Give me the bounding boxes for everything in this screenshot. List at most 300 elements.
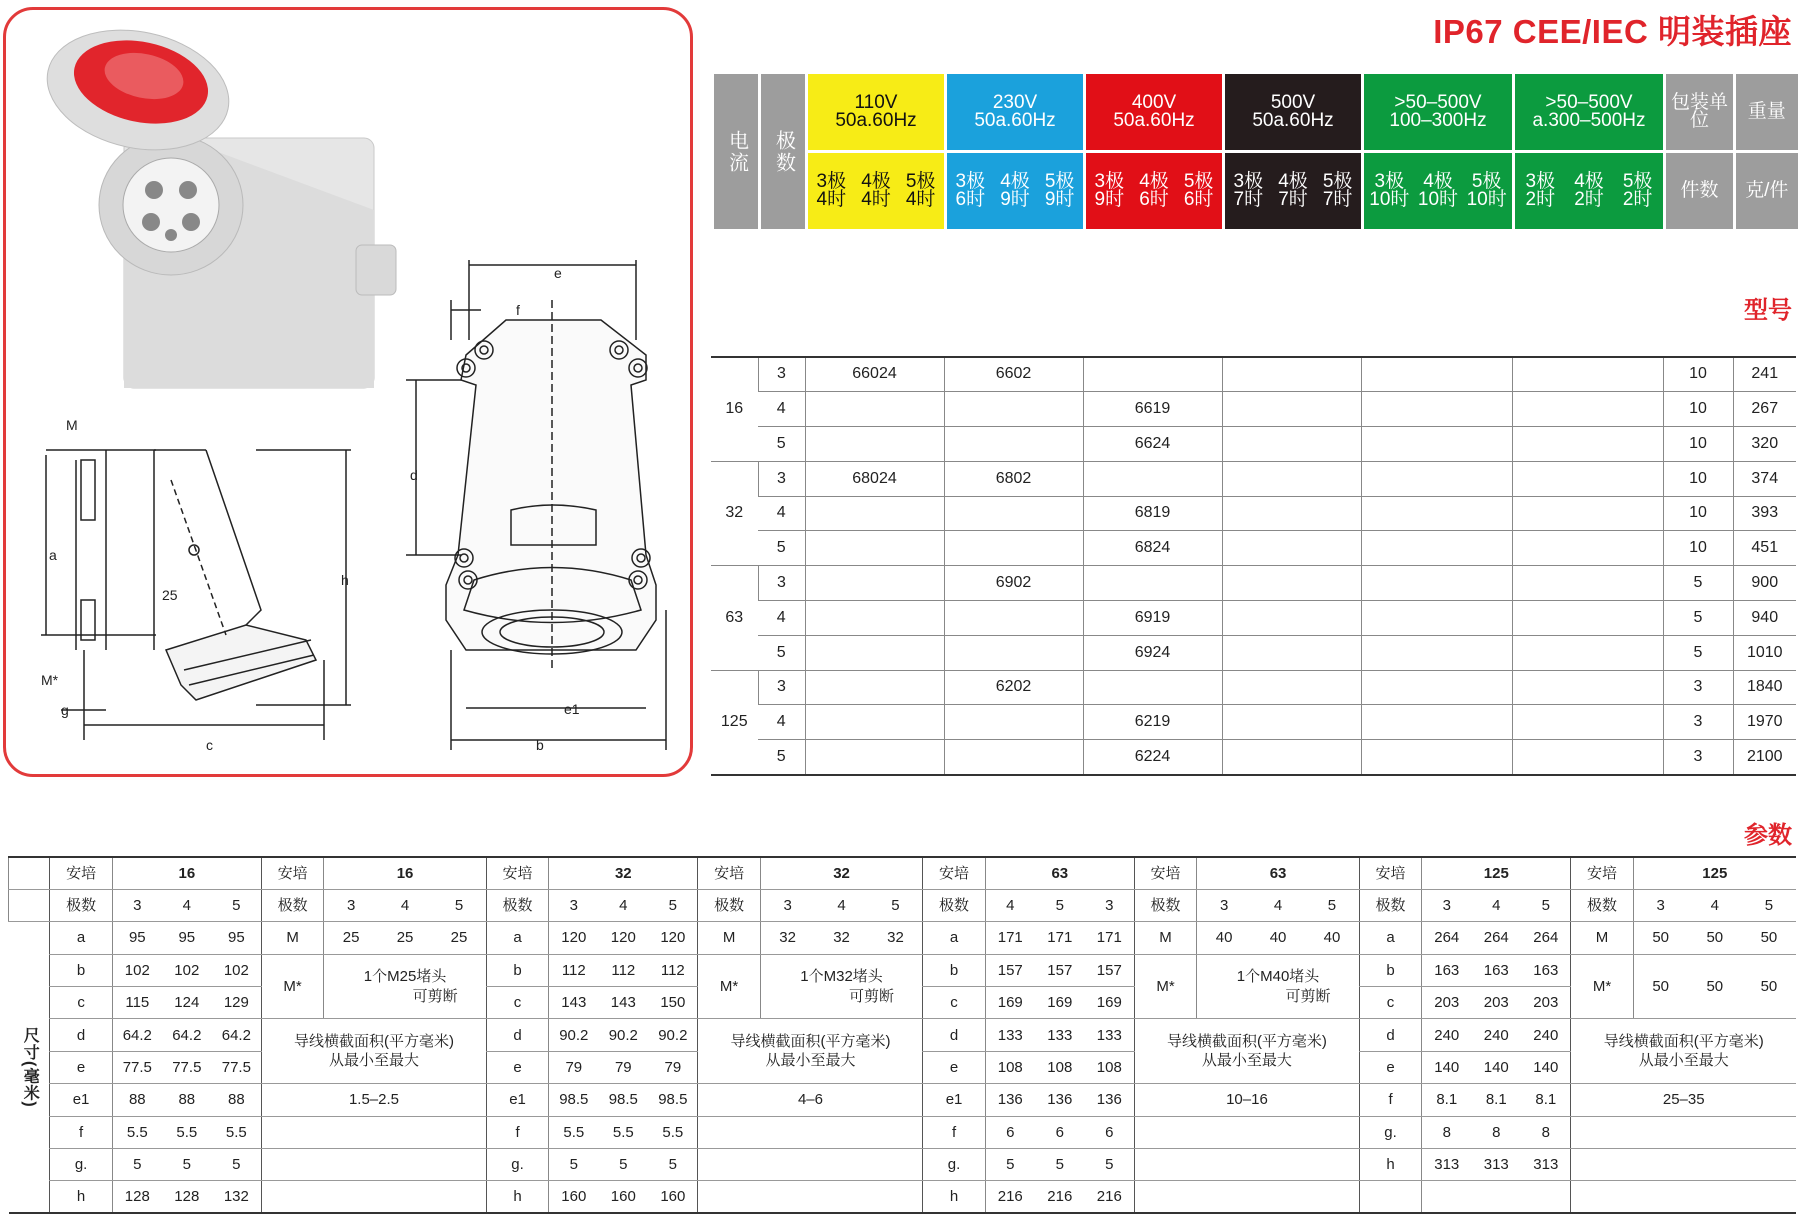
param-dim-value: 95 [112, 922, 162, 954]
model-500v [1222, 635, 1361, 670]
param-cut-note: 可剪断 [412, 987, 458, 1005]
model-300-500hz [1512, 670, 1663, 705]
param-dim-label: e [50, 1051, 112, 1083]
param-screw-note: 1个M40堵头 [1236, 968, 1320, 986]
model-400v [1083, 566, 1222, 601]
voltage-300-500hz: >50–500V a.300–500Hz [1514, 74, 1665, 151]
model-row [711, 531, 1796, 566]
param-poles-label: 极数 [486, 889, 548, 921]
param-M-label: M [1134, 922, 1196, 954]
param-dim-label: e1 [50, 1084, 112, 1116]
param-cell [1359, 1181, 1421, 1213]
param-dim-value: 171 [985, 922, 1035, 954]
dim-label-M: M [66, 417, 78, 433]
param-dim-value: 79 [598, 1051, 648, 1083]
param-cell [1134, 1181, 1359, 1213]
param-M-value: 32 [779, 929, 796, 947]
pole-code: 4极 4时 [861, 170, 891, 210]
model-table [711, 356, 1796, 776]
param-cell [698, 1149, 923, 1181]
socket-photo [36, 14, 396, 388]
model-300-500hz [1512, 531, 1663, 566]
pole-code: 4极 7时 [1278, 170, 1308, 210]
header-current: 电流 [713, 74, 760, 229]
param-dim-value: 79 [549, 1051, 599, 1083]
param-dim-value: 169 [1035, 987, 1085, 1019]
param-pole: 4 [1471, 889, 1521, 921]
model-400v: 6819 [1083, 496, 1222, 531]
model-100-300hz [1361, 566, 1512, 601]
param-dim-value: 64.2 [112, 1019, 162, 1051]
param-dim-value: 128 [112, 1181, 162, 1213]
param-row [9, 1084, 1797, 1116]
param-dim-value: 163 [1422, 954, 1472, 986]
pole-code: 5极 6时 [1183, 170, 1214, 210]
model-500v [1222, 531, 1361, 566]
param-M-value: 32 [887, 929, 904, 947]
param-side-label: 尺寸(毫米) [9, 922, 50, 1214]
model-110v [805, 635, 944, 670]
param-amp-label: 安培 [486, 857, 548, 889]
model-current: 63 [711, 566, 758, 670]
param-Mstar-note [1633, 954, 1796, 1019]
model-100-300hz [1361, 392, 1512, 427]
model-row [711, 670, 1796, 705]
param-poles-label: 极数 [698, 889, 760, 921]
model-row [711, 427, 1796, 462]
param-wire-subtitle: 从最小至最大 [765, 1052, 856, 1070]
param-pole: 4 [598, 889, 648, 921]
voltage-500: 500V 50a.60Hz [1224, 74, 1363, 151]
param-cell [1571, 1116, 1796, 1148]
dim-label-e1: e1 [564, 701, 580, 717]
param-dim-value: 115 [112, 987, 162, 1019]
param-row [9, 922, 1797, 954]
model-poles: 4 [758, 392, 805, 427]
model-current: 32 [711, 461, 758, 565]
param-pole: 5 [648, 889, 698, 921]
model-110v [805, 601, 944, 636]
model-weight: 451 [1733, 531, 1796, 566]
model-100-300hz [1361, 635, 1512, 670]
param-cell [9, 889, 50, 921]
model-110v [805, 531, 944, 566]
param-wire-note [1571, 1019, 1796, 1084]
param-poles-label: 极数 [1359, 889, 1421, 921]
param-pole: 3 [549, 889, 599, 921]
header-package: 包装单位 [1665, 74, 1735, 151]
param-pole: 3 [1422, 889, 1472, 921]
param-dim-value: 313 [1521, 1149, 1571, 1181]
param-dim-value: 88 [212, 1084, 262, 1116]
param-dim-value: 124 [162, 987, 212, 1019]
model-100-300hz [1361, 357, 1512, 392]
param-pole: 4 [162, 889, 212, 921]
param-dim-value: 6 [1035, 1116, 1085, 1148]
param-pole: 5 [1035, 889, 1085, 921]
param-dim-value: 313 [1471, 1149, 1521, 1181]
param-wire-title: 导线横截面积(平方毫米) [1603, 1032, 1764, 1050]
model-package: 10 [1663, 357, 1733, 392]
param-cut-note: 可剪断 [1285, 987, 1331, 1005]
model-poles: 3 [758, 357, 805, 392]
model-row [711, 635, 1796, 670]
param-poles-label: 极数 [261, 889, 323, 921]
param-dim-label: d [1359, 1019, 1421, 1051]
model-300-500hz [1512, 566, 1663, 601]
param-amp-value: 16 [112, 857, 261, 889]
param-cell [261, 1116, 486, 1148]
param-dim-label: c [486, 987, 548, 1019]
param-dim-value: 169 [985, 987, 1035, 1019]
param-dim-value: 203 [1521, 987, 1571, 1019]
param-amp-value: 63 [985, 857, 1134, 889]
param-dim-label: d [486, 1019, 548, 1051]
param-cell [261, 1181, 486, 1213]
param-dim-value: 6 [985, 1116, 1035, 1148]
param-dim-value: 77.5 [112, 1051, 162, 1083]
param-screw-note: 1个M25堵头 [363, 968, 447, 986]
model-110v [805, 670, 944, 705]
param-dim-value: 77.5 [212, 1051, 262, 1083]
model-110v [805, 740, 944, 775]
param-amp-label: 安培 [1359, 857, 1421, 889]
voltage-110: 110V 50a.60Hz [807, 74, 946, 151]
param-dim-value: 108 [985, 1051, 1035, 1083]
param-dim-label: g. [923, 1149, 985, 1181]
param-dim-value: 102 [112, 954, 162, 986]
param-dim-label: b [486, 954, 548, 986]
param-M-value: 40 [1215, 929, 1233, 947]
pole-code: 3极 2时 [1525, 170, 1556, 210]
param-dim-value: 5 [985, 1149, 1035, 1181]
param-dim-value: 157 [1085, 954, 1135, 986]
param-amp-value: 125 [1422, 857, 1571, 889]
model-weight: 1010 [1733, 635, 1796, 670]
model-current: 125 [711, 670, 758, 774]
param-dim-label: e [923, 1051, 985, 1083]
param-dim-label: f [1359, 1084, 1421, 1116]
param-dim-label: b [1359, 954, 1421, 986]
model-package: 3 [1663, 740, 1733, 775]
param-dim-value: 112 [549, 954, 599, 986]
param-dim-value: 136 [1085, 1084, 1135, 1116]
model-500v [1222, 740, 1361, 775]
model-row [711, 461, 1796, 496]
model-300-500hz [1512, 427, 1663, 462]
param-Mstar-value: 50 [1760, 977, 1778, 995]
param-dim-value: 160 [660, 1188, 686, 1206]
model-weight: 374 [1733, 461, 1796, 496]
front-view-drawing [406, 260, 666, 750]
model-500v [1222, 392, 1361, 427]
model-100-300hz [1361, 601, 1512, 636]
param-dim-value: 264 [1521, 922, 1571, 954]
param-dim-label: g. [50, 1149, 112, 1181]
param-cut-note: 可剪断 [849, 987, 895, 1005]
pole-code: 3极 7时 [1233, 170, 1264, 210]
param-Mstar-note [760, 954, 923, 1019]
model-poles: 3 [758, 670, 805, 705]
param-dim-label: g. [486, 1149, 548, 1181]
param-dim-value: 5.5 [162, 1116, 212, 1148]
model-230v: 6902 [944, 566, 1083, 601]
param-M-label: M [261, 922, 323, 954]
param-dim-value: 120 [598, 922, 648, 954]
model-package: 3 [1663, 670, 1733, 705]
param-pole: 3 [346, 896, 356, 914]
param-dim-value: 79 [648, 1051, 698, 1083]
model-230v [944, 740, 1083, 775]
pole-code: 5极 4时 [905, 170, 936, 210]
param-pole: 5 [1521, 889, 1571, 921]
param-dim-value: 77.5 [162, 1051, 212, 1083]
param-dim-label: f [923, 1116, 985, 1148]
param-M-value: 40 [1269, 929, 1287, 947]
param-cell [261, 1149, 486, 1181]
param-pole: 5 [1764, 896, 1774, 914]
param-pole: 3 [1656, 896, 1665, 914]
model-weight: 940 [1733, 601, 1796, 636]
model-110v [805, 496, 944, 531]
param-dim-value: 120 [549, 922, 599, 954]
param-dim-value: 108 [1035, 1051, 1085, 1083]
model-100-300hz [1361, 427, 1512, 462]
param-dim-value: 98.5 [648, 1084, 698, 1116]
dim-label-a: a [49, 547, 57, 563]
model-row [711, 357, 1796, 392]
model-weight: 2100 [1733, 740, 1796, 775]
param-dim-value: 171 [1085, 922, 1135, 954]
param-wire-note [261, 1019, 486, 1084]
model-400v: 6219 [1083, 705, 1222, 740]
param-dim-value: 163 [1471, 954, 1521, 986]
param-pole: 4 [985, 889, 1035, 921]
model-poles: 4 [758, 705, 805, 740]
param-dim-value: 216 [985, 1181, 1035, 1213]
model-110v: 68024 [805, 461, 944, 496]
param-dim-value: 128 [174, 1188, 200, 1206]
param-dim-value: 5.5 [212, 1116, 262, 1148]
model-400v [1083, 357, 1222, 392]
param-dim-value: 157 [1035, 954, 1085, 986]
model-package: 10 [1663, 392, 1733, 427]
param-pole: 5 [891, 896, 900, 914]
model-current: 16 [711, 357, 758, 461]
dim-label-g: g [61, 702, 69, 718]
model-row [711, 601, 1796, 636]
param-dim-value: 203 [1471, 987, 1521, 1019]
param-dim-label: f [486, 1116, 548, 1148]
param-dim-value: 5 [112, 1149, 162, 1181]
param-wire-range: 1.5–2.5 [261, 1084, 486, 1116]
model-400v: 6919 [1083, 601, 1222, 636]
param-M-value: 50 [1760, 929, 1778, 947]
model-110v [805, 705, 944, 740]
param-dim-label: e [486, 1051, 548, 1083]
model-500v [1222, 566, 1361, 601]
param-Mstar-note [324, 954, 487, 1019]
param-cell [1471, 1181, 1521, 1213]
param-Mstar-label: M* [1571, 954, 1633, 1019]
param-dim-value: 98.5 [549, 1084, 599, 1116]
model-400v: 6619 [1083, 392, 1222, 427]
model-package: 10 [1663, 461, 1733, 496]
param-amp-label: 安培 [50, 857, 112, 889]
model-package: 3 [1663, 705, 1733, 740]
param-wire-title: 导线横截面积(平方毫米) [293, 1032, 454, 1050]
param-Mstar-label: M* [261, 954, 323, 1019]
param-wire-note [1134, 1019, 1359, 1084]
param-dim-value: 140 [1471, 1051, 1521, 1083]
param-pole: 5 [1327, 896, 1337, 914]
param-dim-label: d [923, 1019, 985, 1051]
param-dim-value: 108 [1085, 1051, 1135, 1083]
param-wire-note [698, 1019, 923, 1084]
voltage-230: 230V 50a.60Hz [946, 74, 1085, 151]
param-dim-value: 313 [1422, 1149, 1472, 1181]
model-500v [1222, 705, 1361, 740]
model-weight: 393 [1733, 496, 1796, 531]
param-amp-value: 32 [549, 857, 698, 889]
param-dim-value: 133 [985, 1019, 1035, 1051]
param-side-poles [1197, 889, 1360, 921]
param-amp-value: 63 [1197, 857, 1360, 889]
dim-label-b: b [536, 737, 544, 753]
param-M-value: 25 [396, 929, 414, 947]
param-side-poles [324, 889, 487, 921]
model-100-300hz [1361, 670, 1512, 705]
model-weight: 241 [1733, 357, 1796, 392]
param-dim-value: 5 [549, 1149, 599, 1181]
model-package: 10 [1663, 531, 1733, 566]
model-weight: 1970 [1733, 705, 1796, 740]
model-poles: 5 [776, 747, 786, 765]
param-dim-label: b [50, 954, 112, 986]
model-300-500hz [1512, 740, 1663, 775]
model-300-500hz [1512, 496, 1663, 531]
model-110v: 66024 [805, 357, 944, 392]
model-package: 5 [1663, 635, 1733, 670]
voltage-400: 400V 50a.60Hz [1085, 74, 1224, 151]
model-400v [1083, 670, 1222, 705]
model-230v [944, 705, 1083, 740]
pole-code: 4极 2时 [1574, 170, 1604, 210]
param-cell [698, 1116, 923, 1148]
param-poles-label: 极数 [1134, 889, 1196, 921]
model-100-300hz [1361, 740, 1512, 775]
header-weight-unit: 克/件 [1735, 151, 1798, 229]
param-dim-label: c [923, 987, 985, 1019]
voltage-header-table [711, 74, 1798, 229]
model-row [711, 705, 1796, 740]
model-package: 5 [1663, 601, 1733, 636]
model-poles: 3 [758, 461, 805, 496]
param-poles-label: 极数 [1571, 889, 1633, 921]
dim-label-c: c [206, 737, 213, 753]
param-M-label: M [1571, 922, 1633, 954]
param-poles-label: 极数 [923, 889, 985, 921]
param-dim-label: a [50, 922, 112, 954]
dim-label-Mstar: M* [41, 672, 59, 688]
header-package-unit: 件数 [1665, 151, 1735, 229]
header-poles: 极数 [760, 74, 807, 229]
param-dim-value: 90.2 [598, 1019, 648, 1051]
param-screw-note: 1个M32堵头 [800, 968, 883, 986]
param-dim-label: a [1359, 922, 1421, 954]
model-poles: 4 [758, 496, 805, 531]
param-dim-value: 90.2 [549, 1019, 599, 1051]
dim-label-e: e [554, 265, 562, 281]
model-row [711, 496, 1796, 531]
technical-drawing [6, 10, 690, 774]
param-dim-label: h [50, 1181, 112, 1213]
param-amp-label: 安培 [1571, 857, 1633, 889]
param-dim-value: 5.5 [112, 1116, 162, 1148]
model-poles: 5 [758, 635, 805, 670]
param-dim-label: a [923, 922, 985, 954]
param-amp-value: 125 [1633, 857, 1796, 889]
param-pole: 3 [1219, 896, 1229, 914]
param-cell [698, 1181, 923, 1213]
param-M-values [324, 922, 487, 954]
param-dim-value: 8.1 [1422, 1084, 1472, 1116]
model-110v [805, 392, 944, 427]
model-500v [1222, 357, 1361, 392]
param-dim-value: 120 [648, 922, 698, 954]
param-dim-label: h [923, 1181, 985, 1213]
product-illustration-panel [3, 7, 693, 777]
param-M-value: 40 [1323, 929, 1341, 947]
param-row [9, 889, 1797, 921]
param-M-value: 25 [450, 929, 468, 947]
model-400v: 6224 [1083, 740, 1222, 775]
model-100-300hz [1361, 531, 1512, 566]
param-cell [1422, 1181, 1472, 1213]
param-amp-label: 安培 [1134, 857, 1196, 889]
param-dim-label: h [486, 1181, 548, 1213]
model-400v: 6924 [1083, 635, 1222, 670]
param-row [9, 1149, 1797, 1181]
param-amp-label: 安培 [261, 857, 323, 889]
param-cell [1571, 1181, 1796, 1213]
param-dim-value: 5.5 [598, 1116, 648, 1148]
param-amp-value: 32 [760, 857, 923, 889]
model-230v [944, 427, 1083, 462]
model-500v [1222, 427, 1361, 462]
model-230v: 6802 [944, 461, 1083, 496]
param-dim-value: 157 [985, 954, 1035, 986]
pole-code: 3极 10时 [1369, 170, 1410, 210]
param-dim-value: 132 [223, 1188, 249, 1206]
model-400v [1083, 461, 1222, 496]
param-pole: 5 [454, 896, 464, 914]
pole-code: 3极 6时 [955, 170, 986, 210]
param-poles-label: 极数 [50, 889, 112, 921]
param-dim-label: e1 [923, 1084, 985, 1116]
model-500v [1222, 496, 1361, 531]
param-M-label: M [698, 922, 760, 954]
pole-code: 4极 6时 [1139, 170, 1169, 210]
model-110v [805, 427, 944, 462]
param-wire-title: 导线横截面积(平方毫米) [730, 1032, 891, 1050]
param-dim-value: 133 [1035, 1019, 1085, 1051]
param-wire-range: 10–16 [1134, 1084, 1359, 1116]
model-100-300hz [1361, 461, 1512, 496]
param-row [9, 1019, 1797, 1051]
dim-label-d: d [410, 467, 418, 483]
param-row [9, 954, 1797, 986]
